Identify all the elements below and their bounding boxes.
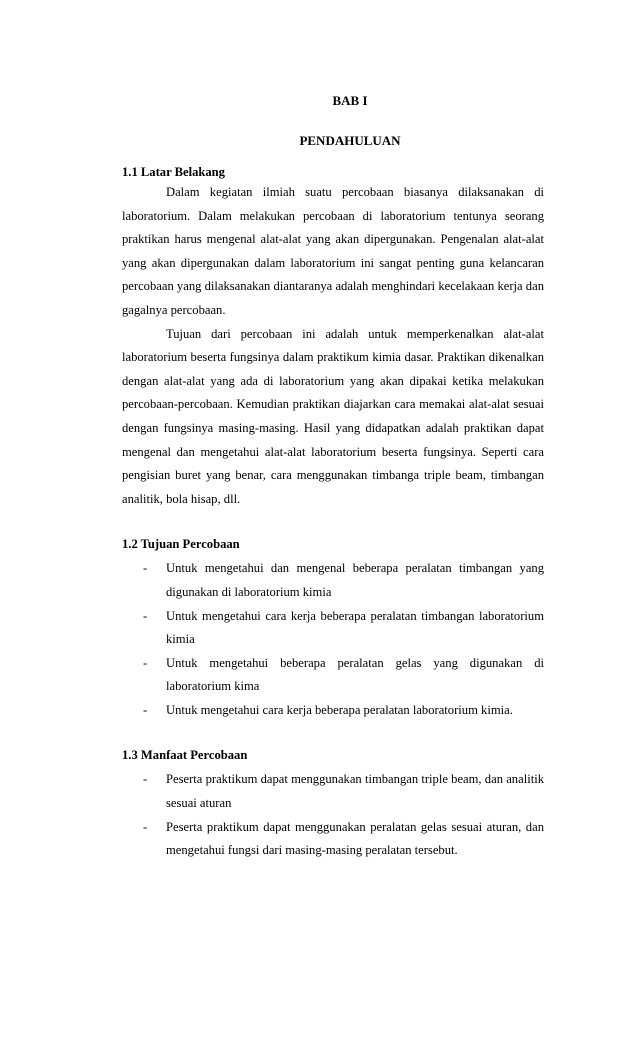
chapter-title: PENDAHULUAN [299,133,401,148]
list-item [122,768,544,815]
list-item [122,699,544,723]
bullet-marker: - [143,819,148,834]
paragraph-1: Dalam kegiatan ilmiah suatu percobaan biasanya dilaksanakan di laboratorium. Dalam melakukan percobaan di laboratorium tentunya seorang praktikan harus mengenal alat-alat yang akan dipergunakan. Pengenalan alat-alat yang akan dipergunakan dalam laboratorium ini sangat penting guna kelancaran percobaan yang dilaksanakan diantaranya adalah menghindari kecelakaan kerja dan gagalnya percobaan. [122,185,544,317]
list-item-text: Untuk mengetahui dan mengenal beberapa peralatan timbangan yang digunakan di laboratorium kimia [166,561,544,599]
section-heading-manfaat-percobaan: 1.3 Manfaat Percobaan [122,748,248,763]
list-item-text: Untuk mengetahui beberapa peralatan gelas yang digunakan di laboratorium kima [166,655,544,694]
list-item [122,816,544,863]
bullet-marker: - [143,702,148,717]
list-item-text: Peserta praktikum dapat menggunakan peralatan gelas sesuai aturan, dan mengetahui fungsi dari masing-masing peralatan tersebut. [166,819,544,858]
bullet-marker: - [143,608,148,623]
bullet-marker: - [143,561,148,576]
bullet-marker: - [143,655,148,670]
tujuan-list [122,557,544,722]
list-item-text: Peserta praktikum dapat menggunakan timbangan triple beam, dan analitik sesuai aturan [166,772,544,811]
section-latar-belakang [122,163,544,511]
page-content [122,92,544,863]
chapter-number: BAB I [332,93,368,108]
section-tujuan-percobaan [122,535,544,722]
section-heading-latar-belakang: 1.1 Latar Belakang [122,165,225,179]
list-item-text: Untuk mengetahui cara kerja beberapa peralatan laboratorium kimia. [166,702,513,717]
manfaat-list [122,768,544,862]
section-manfaat-percobaan [122,746,544,862]
list-item [122,605,544,652]
paragraph-2: Tujuan dari percobaan ini adalah untuk memperkenalkan alat-alat laboratorium beserta fungsinya dalam praktikum kimia dasar. Praktikan dikenalkan dengan alat-alat yang ada di laboratorium yang akan dipakai ketika melakukan percobaan-percobaan. Kemudian praktikan diajarkan cara memakai alat-alat sesuai dengan fungsinya masing-masing. Hasil yang didapatkan adalah praktikan dapat mengenal dan mengetahui alat-alat laboratorium beserta fungsinya. Seperti cara pengisian buret yang benar, cara menggunakan timbanga triple beam, timbangan analitik, bola hisap, dll. [122,326,544,506]
bullet-marker: - [143,772,148,787]
list-item [122,652,544,699]
list-item-text: Untuk mengetahui cara kerja beberapa peralatan timbangan laboratorium kimia [166,608,544,647]
list-item [122,557,544,604]
section-heading-tujuan-percobaan: 1.2 Tujuan Percobaan [122,537,240,552]
